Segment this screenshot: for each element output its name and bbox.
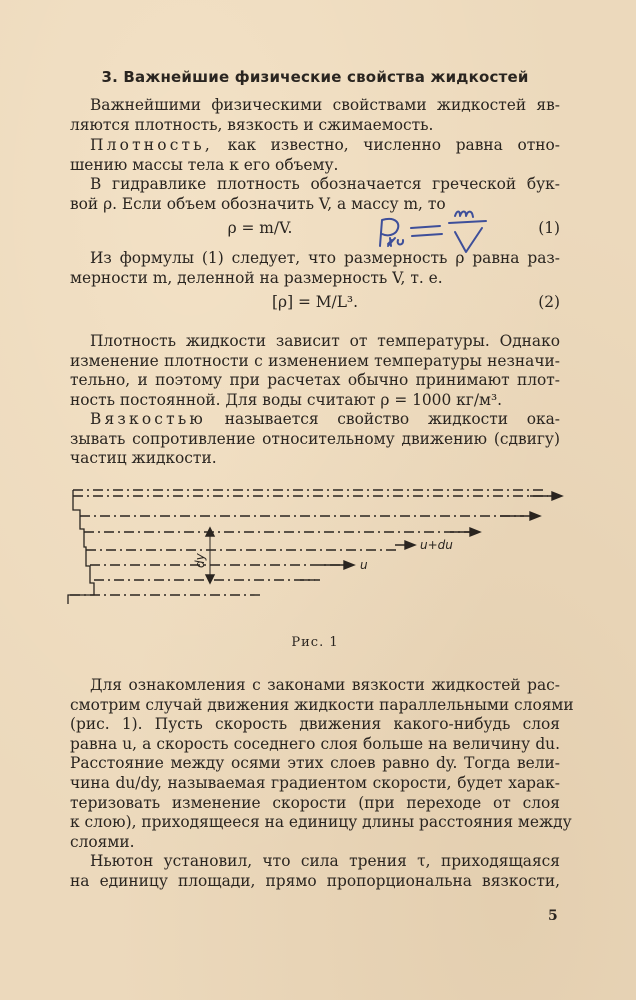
text-line: шению массы тела к его объему. [70,155,339,174]
arrowhead [206,575,214,583]
arrow-group [206,492,562,583]
formula-expression: [ρ] = M/L³. [272,293,358,311]
term-density: Плотность, [90,136,213,154]
label-u: u [360,558,368,572]
formula-expression: ρ = m/V. [227,219,293,237]
paragraph-newton [70,852,560,891]
formula-number: (2) [538,293,560,311]
section-heading: 3. Важнейшие физические свойства жидкостей [101,68,529,86]
text-line: Ньютон установил, что сила трения τ, приходящаяся [90,852,560,870]
label-u-plus-du: u+du [420,538,453,552]
arrowhead [470,528,480,536]
text-line: вой ρ. Если объем обозначить V, а массу m, то [70,194,446,213]
term-viscosity: Вязкостью [90,410,207,428]
flow-layers [70,490,548,595]
text-fragment: как известно, численно равна отно- [227,136,560,154]
text-line: зывать сопротивление относительному движению (сдвигу) [70,429,560,448]
text-fragment: называется свойство жидкости ока- [224,410,560,428]
text-line: ляются плотность, вязкость и сжимаемость. [70,115,434,134]
text-line: Расстояние между осями этих слоев равно dy. Тогда вели- [70,754,560,773]
text-line: В гидравлике плотность обозначается греческой бук- [90,175,560,193]
formula-number: (1) [538,219,560,237]
text-line: равна u, а скорость соседнего слоя больше на величину du. [70,734,560,753]
text-line: ность постоянной. Для воды считают ρ = 1000 кг/м³. [70,390,503,409]
label-dy: dy [193,553,207,568]
arrowhead [405,541,415,549]
text-line: Из формулы (1) следует, что размерность ρ равна раз- [90,249,560,267]
text-line: (рис. 1). Пусть скорость движения какого-нибудь слоя [70,715,560,734]
text-line: Плотность жидкости зависит от температуры. Однако [90,332,560,350]
text-line: Для ознакомления с законами вязкости жидкостей рас- [90,676,560,694]
text-line: тельно, и поэтому при расчетах обычно принимают плот- [70,371,560,390]
arrowhead [552,492,562,500]
paragraph-layers [70,676,574,852]
text-line: чина du/dy, называемая градиентом скорости, будет харак- [70,773,560,792]
text-line: изменение плотности с изменением температуры незначи- [70,351,560,370]
arrowhead [530,512,540,520]
figure-caption: Рис. 1 [291,635,339,650]
text-line: к слою), приходящееся на единицу длины расстояния между [70,813,572,832]
text-line: слоями. [70,832,135,851]
text-line: смотрим случай движения жидкости параллельными слоями [70,695,574,714]
text-line: мерности m, деленной на размерность V, т. е. [70,268,443,287]
text-line: частиц жидкости. [70,449,217,468]
arrowhead [344,561,354,569]
text-line: Важнейшими физическими свойствами жидкостей яв- [90,96,560,114]
text-line: теризовать изменение скорости (при переходе от слоя [70,793,560,812]
text-line: на единицу площади, прямо пропорциональна вязкости, [70,871,560,890]
boundary-line [68,490,94,604]
page-number: 5 [548,908,558,924]
